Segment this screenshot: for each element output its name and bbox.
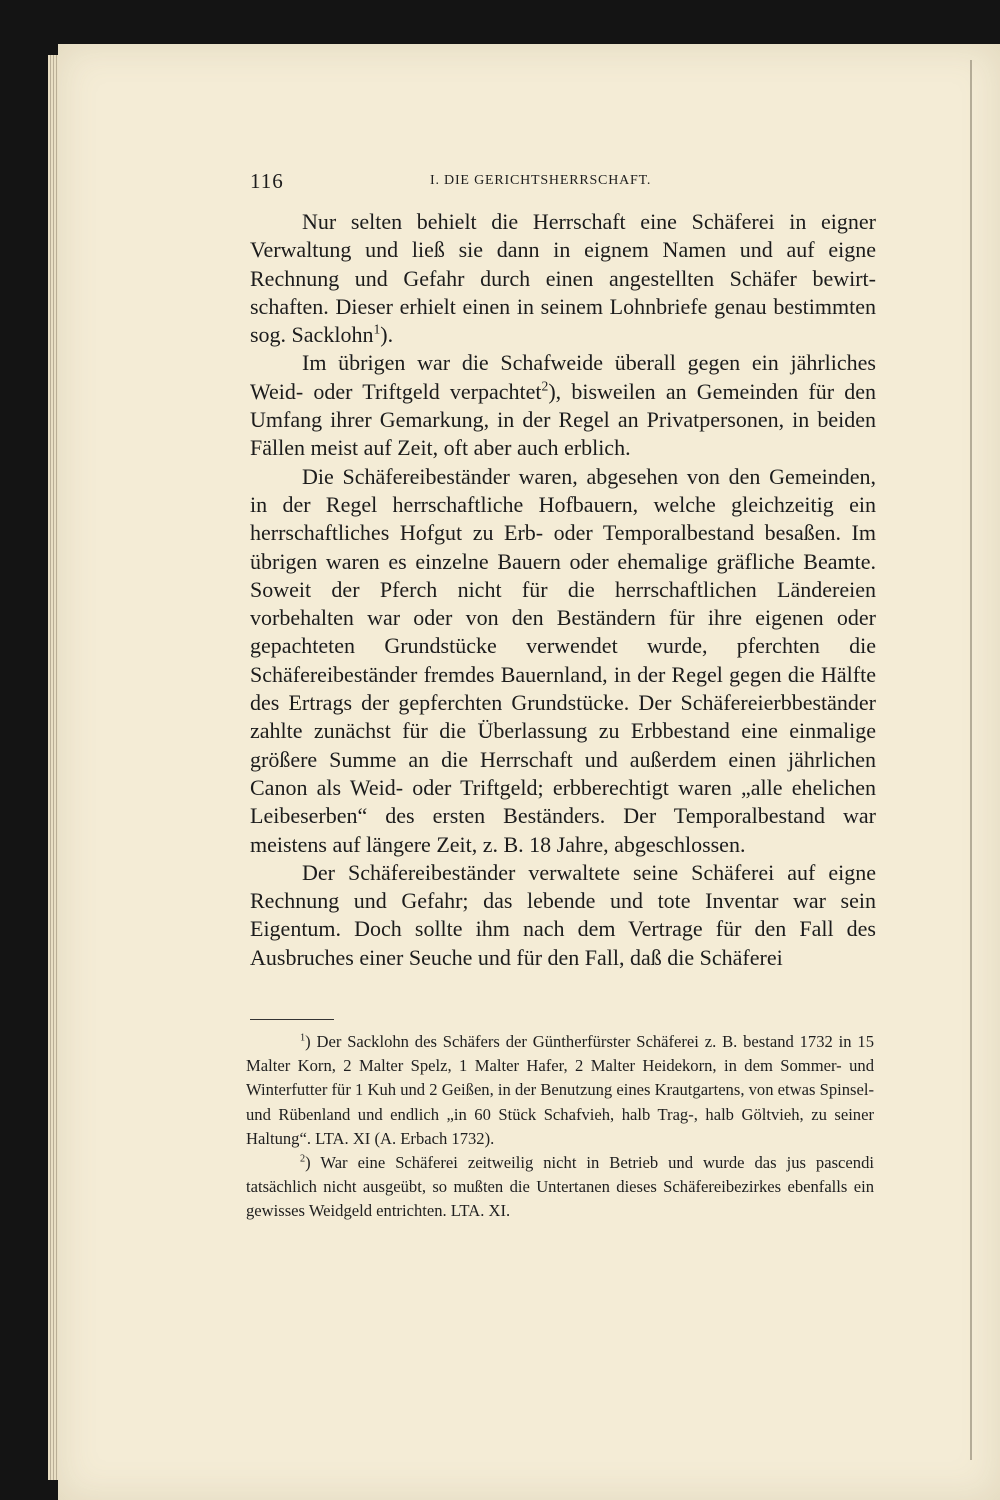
footnote-ref-1: 1 bbox=[373, 321, 381, 337]
body-text bbox=[250, 208, 876, 972]
footnote-2 bbox=[246, 1151, 874, 1224]
footnote-2-text: ) War eine Schäferei zeitweilig nicht in Betrieb und wurde das jus pascendi tatsächlich nicht ausgeübt, so mußten die Untertanen dieses Schäfereibezirkes ebenfalls ein gewisses Weidgeld entrichten. LTA. XI. bbox=[246, 1153, 874, 1221]
footnote-1 bbox=[246, 1030, 874, 1151]
footnote-ref-2: 2 bbox=[541, 378, 549, 394]
footnotes bbox=[246, 1030, 874, 1224]
paragraph-2 bbox=[250, 349, 876, 462]
page-number: 116 bbox=[250, 169, 284, 193]
paragraph-1-text: Nur selten behielt die Herrschaft eine Schäferei in eigner Verwaltung und ließ sie dann in eignem Namen und auf eigne Rechnung und Gefahr durch einen angestellten Schäfer bewirtschaften. Dieser erhielt einen in seinem Lohnbriefe genau bestimmten sog. Sacklohn bbox=[250, 209, 876, 348]
page-gutter-line bbox=[970, 60, 972, 1460]
page-header bbox=[250, 169, 880, 195]
footnote-1-text: ) Der Sacklohn des Schäfers der Güntherfürster Schäferei z. B. bestand 1732 in 15 Malter Korn, 2 Malter Spelz, 1 Malter Hafer, 2 Malter Heidekorn, in dem Sommer- und Winterfutter für 1 Kuh und 2 Geißen, in der Benutzung eines Krautgartens, von etwas Spinsel- und Rübenland und endlich „in 60 Stück Schafvieh, halb Trag-, halb Göltvieh, zu seiner Haltung“. LTA. XI (A. Erbach 1732). bbox=[246, 1032, 874, 1148]
footnote-rule bbox=[250, 1019, 334, 1020]
footnote-2-marker: 2 bbox=[300, 1153, 306, 1165]
paragraph-1 bbox=[250, 208, 876, 349]
running-head: I. DIE GERICHTSHERRSCHAFT. bbox=[430, 173, 652, 188]
footnote-1-marker: 1 bbox=[300, 1032, 306, 1044]
paragraph-3: Die Schäfereibeständer waren, abgesehen von den Gemeinden, in der Regel herrschaftliche Hofbauern, welche gleichzeitig ein herrschaftliches Hofgut zu Erb- oder Temporalbestand besaßen. Im übrigen waren es einzelne Bauern oder ehemalige gräfliche Beamte. Soweit der Pferch nicht für die herrschaftlichen Ländereien vorbehalten war oder von den Beständern für ihre eigenen oder gepachteten Grundstücke verwendet wurde, pferchten die Schäfereibeständer fremdes Bauernland, in der Regel gegen die Hälfte des Ertrags der gepferchten Grundstücke. Der Schäfereierbbeständer zahlte zunächst für die Überlassung zu Erbbestand eine einmalige größere Summe an die Herrschaft und außerdem einen jährlichen Canon als Weid- oder Triftgeld; erbberechtigt waren „alle ehelichen Leibeserben“ des ersten Beständers. Der Temporalbestand war meistens auf längere Zeit, z. B. 18 Jahre, abgeschlossen. bbox=[250, 463, 876, 857]
paragraph-4: Der Schäfereibeständer verwaltete seine Schäferei auf eigne Rechnung und Gefahr; das lebende und tote Inventar war sein Eigentum. Doch sollte ihm nach dem Vertrage für den Fall des Ausbruches einer Seuche und für den Fall, daß die Schäferei bbox=[250, 859, 876, 970]
paragraph-2-text: Im übrigen war die Schafweide überall gegen ein jährliches Weid- oder Triftgeld verpachtet bbox=[250, 350, 876, 404]
paragraph-1-text-end: ). bbox=[380, 322, 394, 348]
paragraph-2-text-end: ), bisweilen an Gemeinden für den Umfang ihrer Gemarkung, in der Regel an Privatpersonen, in beiden Fällen meist auf Zeit, oft aber auch erblich. bbox=[250, 378, 876, 461]
